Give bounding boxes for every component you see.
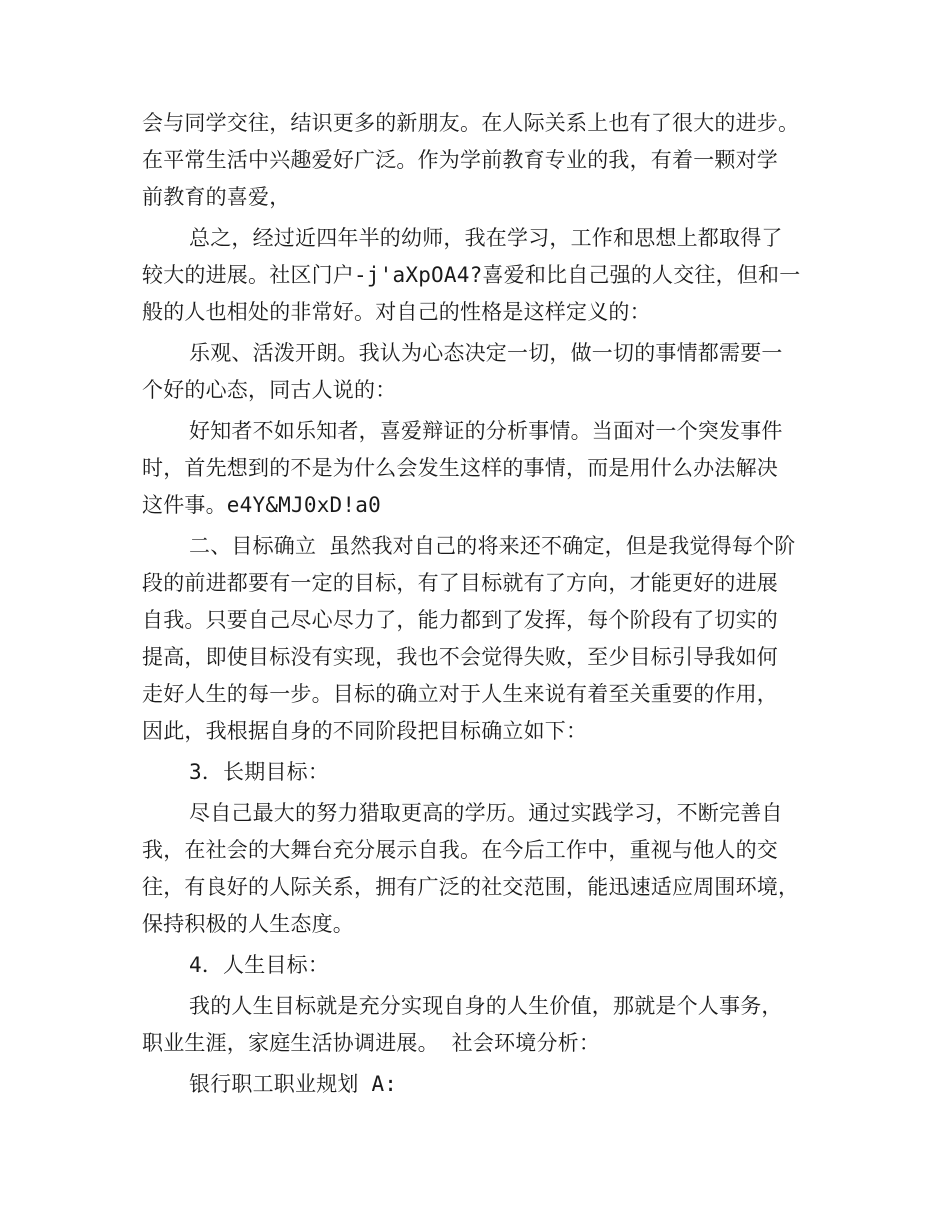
section-heading: 4．人生目标：: [189, 953, 330, 977]
paragraph-first-line: 总之，经过近四年半的幼师，我在学习，工作和思想上都取得了: [189, 226, 783, 250]
text-line: 前教育的喜爱，: [142, 185, 291, 209]
section-heading: 3．长期目标：: [189, 760, 330, 784]
text-line: 会与同学交往，结识更多的新朋友。在人际关系上也有了很大的进步。: [142, 111, 800, 135]
text-line: 在平常生活中兴趣爱好广泛。作为学前教育专业的我，有着一颗对学: [142, 148, 778, 172]
text-line: 职业生涯，家庭生活协调进展。 社会环境分析：: [142, 1031, 601, 1055]
text-line: 走好人生的每一步。目标的确立对于人生来说有着至关重要的作用，: [142, 682, 778, 706]
text-line: 自我。只要自己尽心尽力了，能力都到了发挥，每个阶段有了切实的: [142, 608, 778, 632]
text-line: 保持积极的人生态度。: [142, 912, 354, 936]
text-line: 因此，我根据自身的不同阶段把目标确立如下：: [142, 719, 588, 743]
paragraph-first-line: 好知者不如乐知者，喜爱辩证的分析事情。当面对一个突发事件: [189, 419, 783, 443]
text-line: 往，有良好的人际关系，拥有广泛的社交范围，能迅速适应周围环境，: [142, 875, 800, 899]
text-line: 般的人也相处的非常好。对自己的性格是这样定义的：: [142, 300, 651, 324]
text-line: 时，首先想到的不是为什么会发生这样的事情，而是用什么办法解决: [142, 456, 778, 480]
paragraph-first-line: 乐观、活泼开朗。我认为心态决定一切，做一切的事情都需要一: [189, 341, 783, 365]
text-line: 段的前进都要有一定的目标，有了目标就有了方向，才能更好的进展: [142, 571, 778, 595]
paragraph-first-line: 尽自己最大的努力猎取更高的学历。通过实践学习，不断完善自: [189, 801, 783, 825]
paragraph-first-line: 二、目标确立 虽然我对自己的将来还不确定，但是我觉得每个阶: [189, 534, 796, 558]
text-line: 较大的进展。社区门户-j'aXpOA4?喜爱和比自己强的人交往，但和一: [142, 263, 801, 287]
text-line: 提高，即使目标没有实现，我也不会觉得失败，至少目标引导我如何: [142, 645, 778, 669]
paragraph-first-line: 我的人生目标就是充分实现自身的人生价值，那就是个人事务，: [189, 994, 783, 1018]
text-line: 我，在社会的大舞台充分展示自我。在今后工作中，重视与他人的交: [142, 838, 778, 862]
paragraph-first-line: 银行职工职业规划 A:: [189, 1072, 398, 1096]
text-line: 这件事。e4Y&MJ0xD!a0: [142, 493, 381, 517]
text-line: 个好的心态，同古人说的：: [142, 378, 397, 402]
